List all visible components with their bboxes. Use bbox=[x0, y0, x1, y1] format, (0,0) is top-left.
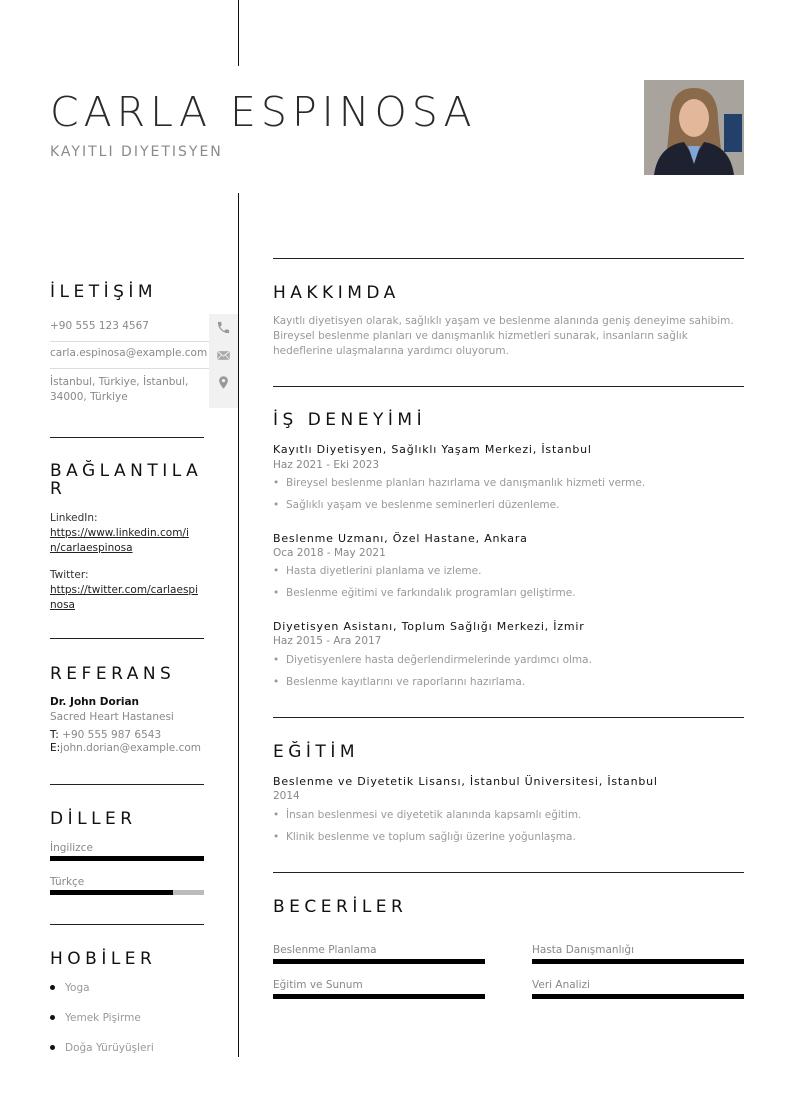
education-date: 2014 bbox=[273, 790, 300, 802]
skill-name: Hasta Danışmanlığı bbox=[532, 944, 634, 956]
job-date: Haz 2015 - Ara 2017 bbox=[273, 635, 382, 647]
bullet-icon: • bbox=[273, 477, 280, 489]
about-heading: HAKKIMDA bbox=[273, 283, 400, 303]
divider bbox=[273, 872, 744, 873]
education-bullet bbox=[273, 809, 581, 821]
bullet-icon: • bbox=[273, 654, 280, 666]
candidate-title: KAYITLI DIYETISYEN bbox=[50, 144, 223, 160]
location-pin-icon bbox=[216, 375, 231, 390]
bullet-icon bbox=[50, 1015, 55, 1020]
hobby-text: Doğa Yürüyüşleri bbox=[65, 1042, 154, 1054]
education-heading: EĞİTİM bbox=[273, 742, 359, 762]
hobby-item bbox=[50, 1012, 141, 1024]
reference-heading: REFERANS bbox=[50, 664, 176, 684]
top-vertical-divider bbox=[238, 0, 239, 66]
skill-name: Beslenme Planlama bbox=[273, 944, 377, 956]
skill-level-fill bbox=[273, 959, 485, 964]
divider bbox=[273, 258, 744, 259]
bullet-text: Bireysel beslenme planları hazırlama ve danışmanlık hizmeti verme. bbox=[286, 477, 646, 489]
reference-name: Dr. John Dorian bbox=[50, 696, 140, 708]
education-title: Beslenme ve Diyetetik Lisansı, İstanbul Üniversitesi, İstanbul bbox=[273, 775, 658, 788]
email-label: E: bbox=[50, 742, 61, 754]
about-line-3: hedeflerine ulaşmalarına yardımcı oluyorum. bbox=[273, 345, 509, 357]
skill-level-bar bbox=[273, 994, 485, 999]
job-bullet bbox=[273, 654, 592, 666]
skill-name: Veri Analizi bbox=[532, 979, 590, 991]
reference-org: Sacred Heart Hastanesi bbox=[50, 711, 174, 723]
bullet-icon: • bbox=[273, 676, 280, 688]
bullet-text: Diyetisyenlere hasta değerlendirmelerinde yardımcı olma. bbox=[286, 654, 592, 666]
job-bullet bbox=[273, 587, 576, 599]
phone-icon bbox=[216, 320, 231, 335]
divider bbox=[273, 717, 744, 718]
divider bbox=[50, 784, 204, 785]
language-level-fill bbox=[50, 856, 204, 861]
language-name: Türkçe bbox=[50, 876, 85, 888]
link-twitter bbox=[50, 568, 210, 613]
linkedin-url-line-2[interactable]: n/carlaespinosa bbox=[50, 542, 133, 554]
bullet-icon bbox=[50, 985, 55, 990]
bullet-text: İnsan beslenmesi ve diyetetik alanında kapsamlı eğitim. bbox=[286, 809, 582, 821]
job-bullet bbox=[273, 477, 645, 489]
job-bullet bbox=[273, 565, 481, 577]
about-line-2: Bireysel beslenme planları ve danışmanlık hizmetleri sunarak, insanların sağlık bbox=[273, 330, 688, 342]
mail-icon bbox=[216, 348, 231, 363]
skill-level-fill bbox=[532, 994, 744, 999]
bullet-icon bbox=[50, 1045, 55, 1050]
bullet-text: Hasta diyetlerini planlama ve izleme. bbox=[286, 565, 482, 577]
bullet-text: Beslenme eğitimi ve farkındalık programları geliştirme. bbox=[286, 587, 576, 599]
bullet-text: Klinik beslenme ve toplum sağlığı üzerine yoğunlaşma. bbox=[286, 831, 576, 843]
divider bbox=[50, 924, 204, 925]
link-label: Twitter: bbox=[50, 569, 89, 581]
language-level-bar bbox=[50, 856, 204, 861]
about-text bbox=[273, 314, 734, 359]
job-title: Diyetisyen Asistanı, Toplum Sağlığı Merkezi, İzmir bbox=[273, 620, 585, 633]
skills-heading: BECERİLER bbox=[273, 897, 408, 917]
job-date: Haz 2021 - Eki 2023 bbox=[273, 459, 380, 471]
job-bullet bbox=[273, 676, 525, 688]
address-line-2: 34000, Türkiye bbox=[50, 391, 128, 403]
links-heading-line-1: BAĞLANTILA bbox=[50, 461, 203, 481]
bullet-icon: • bbox=[273, 565, 280, 577]
links-heading-line-2: R bbox=[50, 479, 67, 499]
candidate-name: CARLA ESPINOSA bbox=[50, 88, 477, 136]
hobby-item bbox=[50, 1042, 154, 1054]
job-date: Oca 2018 - May 2021 bbox=[273, 547, 386, 559]
skill-level-fill bbox=[532, 959, 744, 964]
experience-heading: İŞ DENEYİMİ bbox=[273, 410, 427, 430]
bullet-text: Beslenme kayıtlarını ve raporlarını hazırlama. bbox=[286, 676, 526, 688]
reference-phone-value: +90 555 987 6543 bbox=[62, 729, 162, 741]
reference-email-value[interactable]: john.dorian@example.com bbox=[60, 742, 202, 754]
profile-photo-icon bbox=[644, 80, 744, 175]
bullet-text: Sağlıklı yaşam ve beslenme seminerleri düzenleme. bbox=[286, 499, 560, 511]
profile-photo bbox=[644, 80, 744, 175]
skill-name: Eğitim ve Sunum bbox=[273, 979, 363, 991]
hobby-text: Yoga bbox=[65, 982, 90, 994]
job-title: Beslenme Uzmanı, Özel Hastane, Ankara bbox=[273, 532, 528, 545]
skill-level-bar bbox=[532, 994, 744, 999]
reference-phone bbox=[50, 729, 161, 741]
about-line-1: Kayıtlı diyetisyen olarak, sağlıklı yaşam ve beslenme alanında geniş deneyime sahibim. bbox=[273, 315, 734, 327]
sidebar-vertical-divider bbox=[238, 193, 239, 1057]
linkedin-url-line-1[interactable]: https://www.linkedin.com/i bbox=[50, 527, 189, 539]
skill-level-bar bbox=[532, 959, 744, 964]
languages-heading: DİLLER bbox=[50, 809, 137, 829]
link-label: LinkedIn: bbox=[50, 512, 98, 524]
link-linkedin bbox=[50, 511, 210, 556]
job-bullet bbox=[273, 499, 559, 511]
job-title: Kayıtlı Diyetisyen, Sağlıklı Yaşam Merkezi, İstanbul bbox=[273, 443, 592, 456]
twitter-url-line-2[interactable]: nosa bbox=[50, 599, 75, 611]
hobbies-heading: HOBİLER bbox=[50, 949, 157, 969]
bullet-icon: • bbox=[273, 809, 280, 821]
contact-icon-column bbox=[209, 314, 238, 408]
hobby-item bbox=[50, 982, 90, 994]
reference-email bbox=[50, 742, 201, 754]
education-bullet bbox=[273, 831, 576, 843]
language-name: İngilizce bbox=[50, 842, 93, 854]
address-line-1: İstanbul, Türkiye, İstanbul, bbox=[50, 376, 189, 388]
phone-label: T: bbox=[50, 729, 59, 741]
divider bbox=[50, 638, 204, 639]
divider bbox=[273, 386, 744, 387]
bullet-icon: • bbox=[273, 499, 280, 511]
bullet-icon: • bbox=[273, 831, 280, 843]
bullet-icon: • bbox=[273, 587, 280, 599]
links-heading bbox=[50, 462, 202, 498]
hobby-text: Yemek Pişirme bbox=[65, 1012, 141, 1024]
divider bbox=[50, 437, 204, 438]
phone-text: +90 555 123 4567 bbox=[50, 320, 149, 332]
email-text[interactable]: carla.espinosa@example.com bbox=[50, 347, 208, 359]
contact-heading: İLETİŞİM bbox=[50, 282, 158, 302]
language-level-bar bbox=[50, 890, 204, 895]
language-level-fill bbox=[50, 890, 173, 895]
twitter-url-line-1[interactable]: https://twitter.com/carlaespi bbox=[50, 584, 198, 596]
skill-level-bar bbox=[273, 959, 485, 964]
skill-level-fill bbox=[273, 994, 485, 999]
